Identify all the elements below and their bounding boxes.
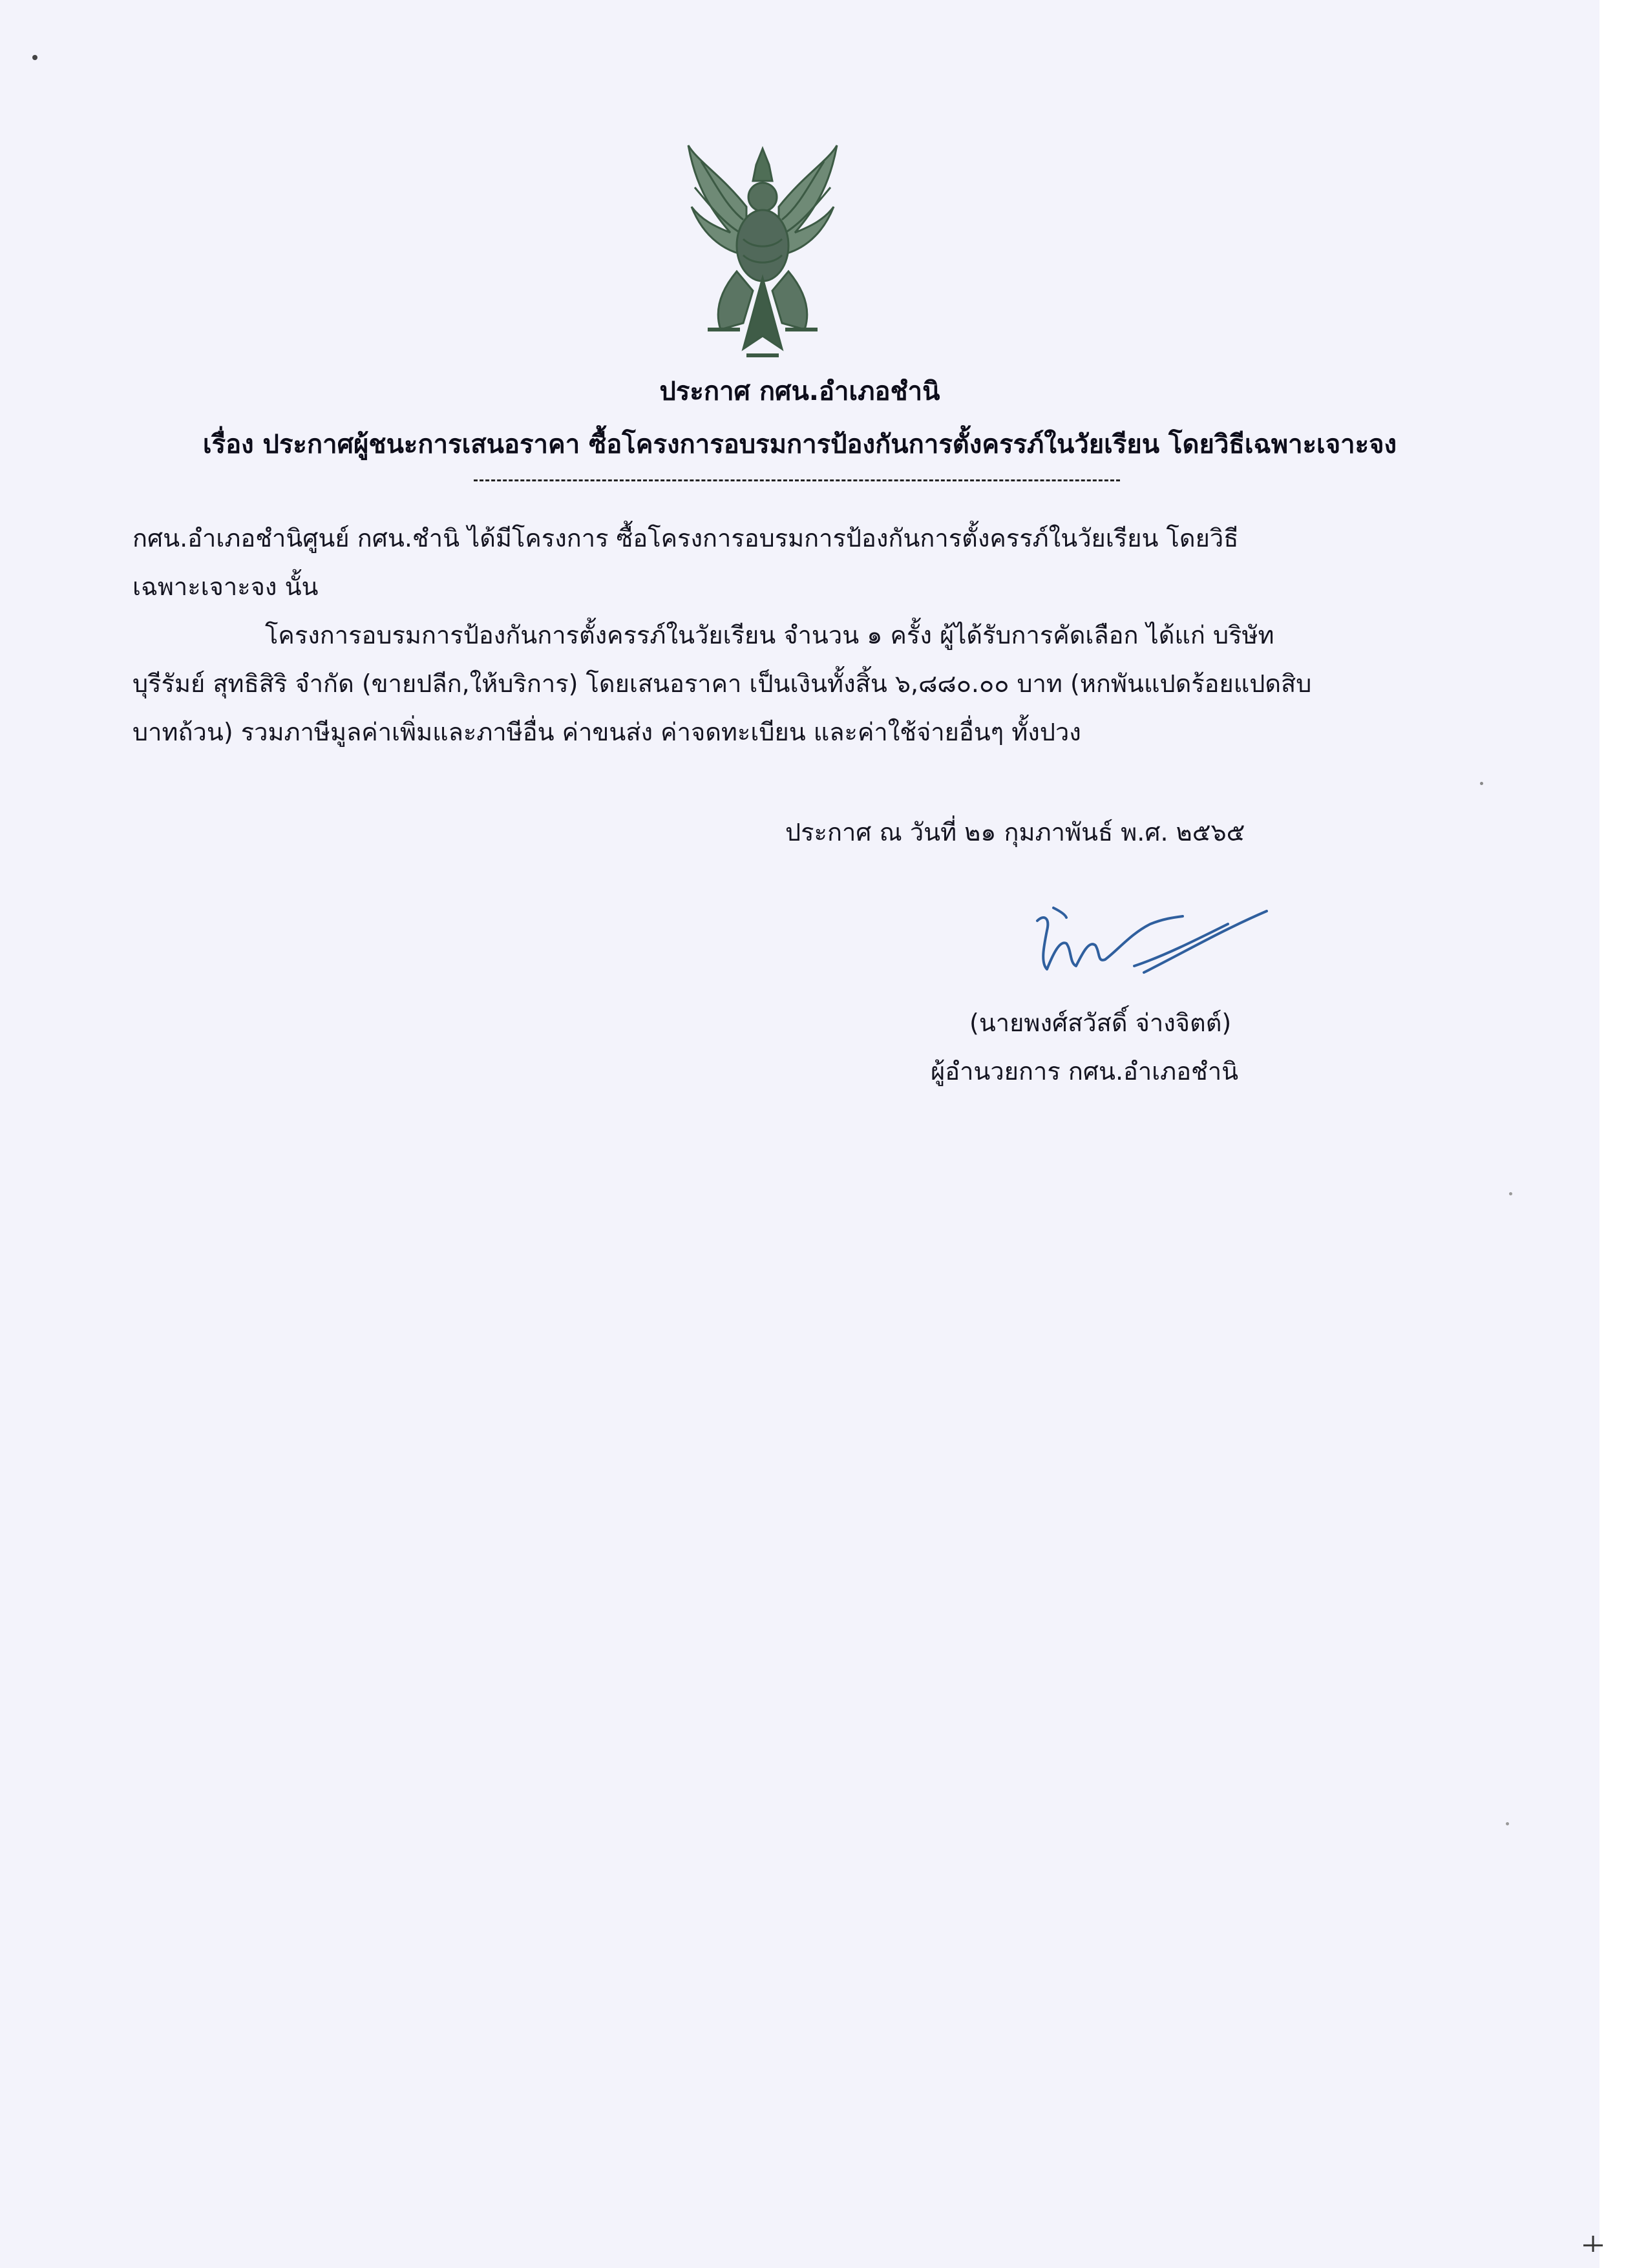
scan-speck: [1509, 1192, 1512, 1195]
announcement-date: ประกาศ ณ วันที่ ๒๑ กุมภาพันธ์ พ.ศ. ๒๕๖๕: [785, 818, 1245, 846]
announcement-subject: เรื่อง ประกาศผู้ชนะการเสนอราคา ซื้อโครงการอบรมการป้องกันการตั้งครรภ์ในวัยเรียน โดยวิธีเฉพาะเจาะจง: [202, 430, 1397, 459]
signatory-position: ผู้อำนวยการ กศน.อำเภอชำนิ: [931, 1057, 1239, 1086]
garuda-emblem-icon: [682, 136, 843, 368]
scan-speck: [1506, 1822, 1509, 1825]
signatory-name: (นายพงศ์สวัสดิ์ จ่างจิตต์): [969, 1009, 1232, 1037]
body-line: โครงการอบรมการป้องกันการตั้งครรภ์ในวัยเรียน จำนวน ๑ ครั้ง ผู้ได้รับการคัดเลือก ได้แก่ บริษัท: [265, 621, 1274, 649]
body-line: บุรีรัมย์ สุทธิสิริ จำกัด (ขายปลีก,ให้บริการ) โดยเสนอราคา เป็นเงินทั้งสิ้น ๖,๘๘๐.๐๐ บาท (หกพันแปดร้อยแปดสิบ: [132, 669, 1312, 698]
announcement-title: ประกาศ กศน.อำเภอชำนิ: [659, 377, 940, 406]
scan-margin: [1600, 0, 1648, 2268]
handwritten-signature: [1015, 895, 1286, 992]
scan-corner-mark: [1577, 2223, 1609, 2255]
divider: [474, 479, 1120, 481]
body-line: เฉพาะเจาะจง นั้น: [132, 572, 319, 601]
scan-speck: [1480, 782, 1483, 785]
body-line: บาทถ้วน) รวมภาษีมูลค่าเพิ่มและภาษีอื่น ค่าขนส่ง ค่าจดทะเบียน และค่าใช้จ่ายอื่นๆ ทั้งปวง: [132, 718, 1081, 746]
body-line: กศน.อำเภอชำนิศูนย์ กศน.ชำนิ ได้มีโครงการ ซื้อโครงการอบรมการป้องกันการตั้งครรภ์ในวัยเรียน โดยวิธี: [132, 524, 1239, 552]
scan-speck: [32, 55, 37, 60]
